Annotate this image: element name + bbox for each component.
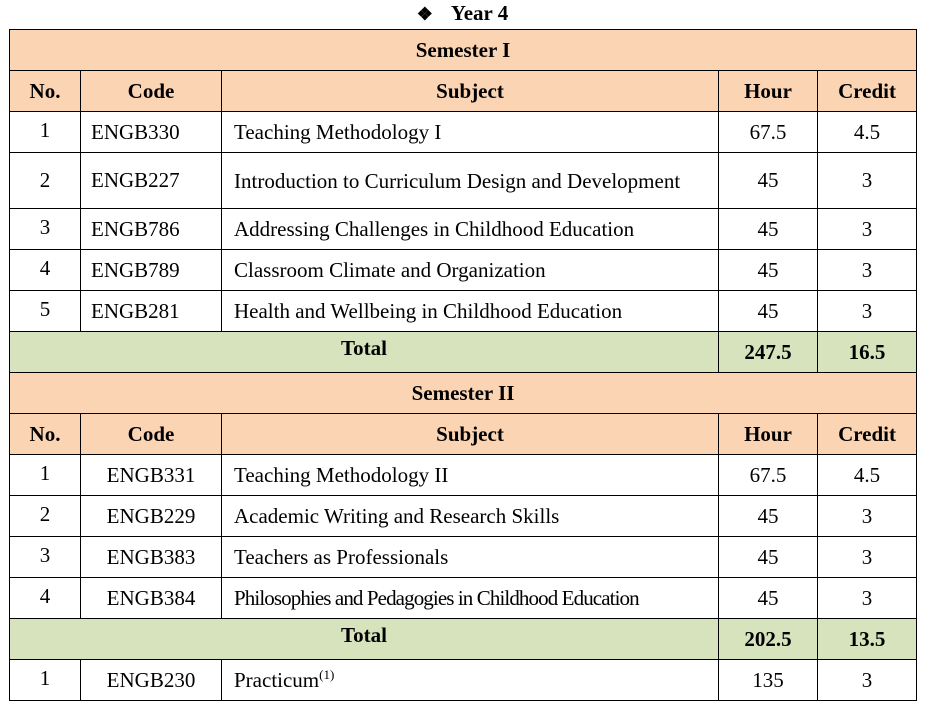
table-row: [10, 209, 917, 250]
course-subject: Introduction to Curriculum Design and Development: [222, 153, 719, 209]
semester-1-title-row: [10, 30, 917, 71]
table-row: [10, 578, 917, 619]
diamond-bullet-icon: ❖: [416, 4, 433, 24]
semester-1-total-row: [10, 332, 917, 373]
total-label: Total: [10, 332, 719, 373]
course-subject: Academic Writing and Research Skills: [222, 496, 719, 537]
semester-2-total-row: [10, 619, 917, 660]
year-title-text: Year 4: [450, 1, 509, 25]
table-row: [10, 537, 917, 578]
column-header-hour: Hour: [719, 71, 818, 112]
row-number: 1: [10, 660, 81, 701]
course-code: ENGB227: [81, 153, 222, 209]
course-subject: Addressing Challenges in Childhood Education: [222, 209, 719, 250]
column-header-subject: Subject: [222, 71, 719, 112]
year-title: [0, 0, 925, 28]
course-hour: 45: [719, 578, 818, 619]
column-header-credit: Credit: [818, 414, 917, 455]
course-credit: 3: [818, 153, 917, 209]
row-number: 2: [10, 153, 81, 209]
course-hour: 45: [719, 537, 818, 578]
course-code: ENGB383: [81, 537, 222, 578]
course-code: ENGB230: [81, 660, 222, 701]
table-row: [10, 455, 917, 496]
table-row: [10, 291, 917, 332]
semester-2-title-row: [10, 373, 917, 414]
total-label: Total: [10, 619, 719, 660]
column-header-subject: Subject: [222, 414, 719, 455]
row-number: 2: [10, 496, 81, 537]
total-hour: 202.5: [719, 619, 818, 660]
column-header-hour: Hour: [719, 414, 818, 455]
practicum-subject-text: Practicum: [234, 668, 320, 692]
row-number: 3: [10, 209, 81, 250]
course-subject: Philosophies and Pedagogies in Childhood Education: [222, 578, 719, 619]
table-row: [10, 496, 917, 537]
column-header-credit: Credit: [818, 71, 917, 112]
course-credit: 3: [818, 578, 917, 619]
course-hour: 45: [719, 291, 818, 332]
row-number: 1: [10, 455, 81, 496]
table-row: [10, 250, 917, 291]
course-hour: 67.5: [719, 455, 818, 496]
row-number: 3: [10, 537, 81, 578]
course-hour: 45: [719, 496, 818, 537]
semester-2-header-row: [10, 414, 917, 455]
row-number: 4: [10, 578, 81, 619]
course-credit: 3: [818, 209, 917, 250]
course-subject: [222, 660, 719, 701]
course-subject: Teachers as Professionals: [222, 537, 719, 578]
column-header-code: Code: [81, 71, 222, 112]
footnote-marker: (1): [319, 667, 335, 682]
column-header-no: No.: [10, 414, 81, 455]
course-credit: 3: [818, 496, 917, 537]
semester-1-header-row: [10, 71, 917, 112]
course-hour: 45: [719, 153, 818, 209]
course-subject: Health and Wellbeing in Childhood Education: [222, 291, 719, 332]
total-hour: 247.5: [719, 332, 818, 373]
course-hour: 67.5: [719, 112, 818, 153]
course-credit: 3: [818, 660, 917, 701]
course-subject: Classroom Climate and Organization: [222, 250, 719, 291]
course-code: ENGB281: [81, 291, 222, 332]
course-code: ENGB229: [81, 496, 222, 537]
course-code: ENGB384: [81, 578, 222, 619]
row-number: 5: [10, 291, 81, 332]
course-subject: Teaching Methodology I: [222, 112, 719, 153]
course-hour: 45: [719, 250, 818, 291]
course-credit: 4.5: [818, 112, 917, 153]
course-subject: Teaching Methodology II: [222, 455, 719, 496]
course-hour: 135: [719, 660, 818, 701]
column-header-code: Code: [81, 414, 222, 455]
row-number: 1: [10, 112, 81, 153]
course-credit: 3: [818, 250, 917, 291]
course-credit: 3: [818, 537, 917, 578]
course-code: ENGB330: [81, 112, 222, 153]
course-code: ENGB789: [81, 250, 222, 291]
course-code: ENGB786: [81, 209, 222, 250]
course-credit: 3: [818, 291, 917, 332]
course-code: ENGB331: [81, 455, 222, 496]
total-credit: 16.5: [818, 332, 917, 373]
semester-title: Semester I: [10, 30, 917, 71]
semester-title: Semester II: [10, 373, 917, 414]
table-row: [10, 153, 917, 209]
column-header-no: No.: [10, 71, 81, 112]
practicum-row: [10, 660, 917, 701]
row-number: 4: [10, 250, 81, 291]
table-row: [10, 112, 917, 153]
course-credit: 4.5: [818, 455, 917, 496]
curriculum-table: [9, 29, 917, 701]
course-hour: 45: [719, 209, 818, 250]
total-credit: 13.5: [818, 619, 917, 660]
